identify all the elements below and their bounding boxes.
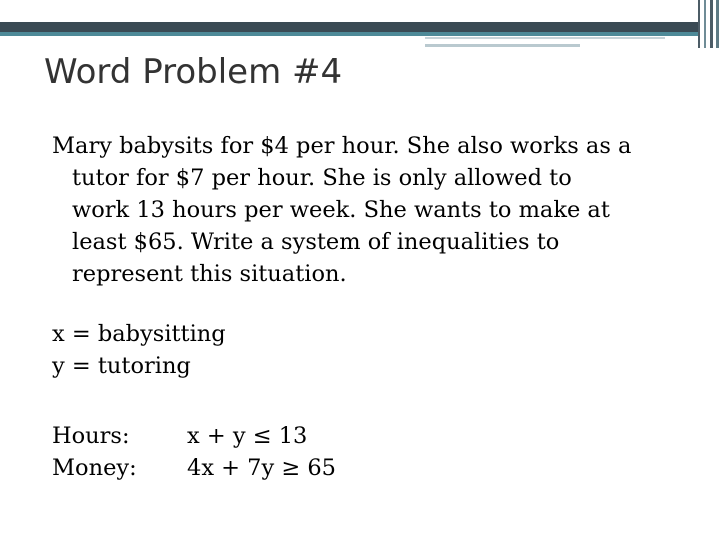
variable-definition-x: x = babysitting [52, 321, 226, 347]
header-band-light-short [425, 44, 580, 47]
slide-title: Word Problem #4 [44, 52, 343, 92]
header-band-dark [0, 22, 700, 32]
inequality-row-hours [52, 420, 336, 452]
inequality-label: Hours: [52, 423, 130, 449]
inequality-expression: x + y ≤ 13 [187, 423, 308, 449]
variable-definition-y: y = tutoring [52, 353, 191, 379]
inequality-expression: 4x + 7y ≥ 65 [187, 455, 336, 481]
inequality-label: Money: [52, 455, 137, 481]
header-stripe [698, 0, 700, 48]
inequality-system [52, 420, 336, 484]
header-stripe [710, 0, 713, 48]
inequality-row-money [52, 452, 336, 484]
variable-definitions [52, 318, 226, 382]
problem-text: Mary babysits for $4 per hour. She also works as a tutor for $7 per hour. She is only allowed to work 13 hours per week. She wants to make at least $65. Write a system of inequalities to represent this situation. [52, 133, 632, 287]
header-band-teal [0, 32, 700, 36]
header-band-light [425, 37, 665, 39]
slide-header-decoration [0, 0, 720, 48]
header-stripe [704, 0, 706, 48]
header-stripe [716, 0, 719, 48]
